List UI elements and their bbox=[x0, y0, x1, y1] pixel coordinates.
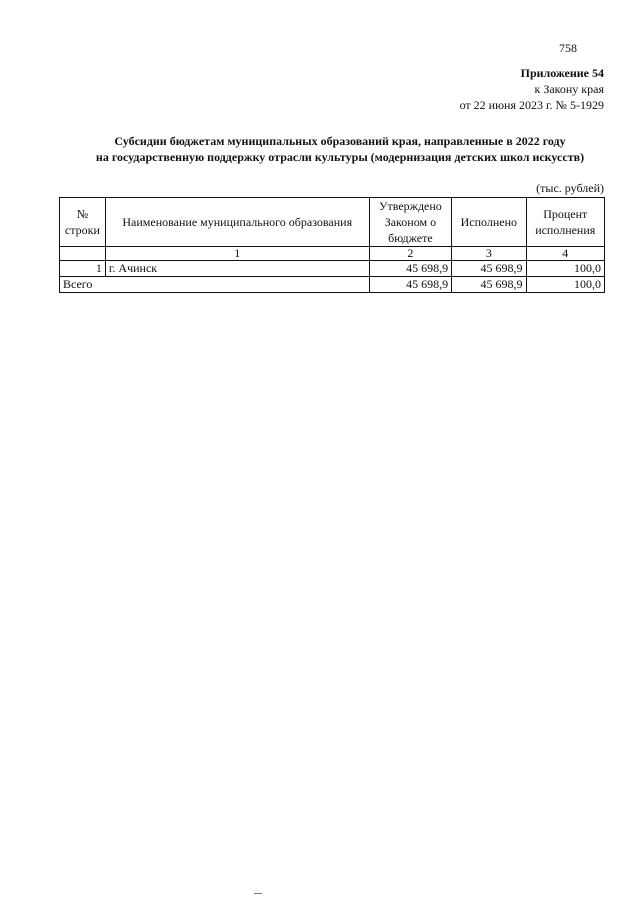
index-cell bbox=[60, 247, 106, 261]
total-label: Всего bbox=[60, 277, 370, 293]
document-title-line-1: Субсидии бюджетам муниципальных образований края, направленные в 2022 году bbox=[114, 134, 566, 148]
appendix-title: Приложение 54 bbox=[520, 66, 604, 80]
appendix-block bbox=[460, 65, 604, 113]
subsidies-table bbox=[59, 197, 605, 293]
page-number: 758 bbox=[559, 41, 577, 55]
footer-mark bbox=[254, 893, 262, 894]
document-title bbox=[40, 133, 640, 165]
percent-value: 100,0 bbox=[526, 261, 604, 277]
header-executed: Исполнено bbox=[452, 198, 526, 247]
header-municipality-name: Наименование муниципального образования bbox=[105, 198, 369, 247]
appendix-law-date: от 22 июня 2023 г. № 5-1929 bbox=[459, 98, 604, 112]
approved-value: 45 698,9 bbox=[369, 261, 452, 277]
index-cell: 1 bbox=[105, 247, 369, 261]
executed-value: 45 698,9 bbox=[452, 261, 526, 277]
index-cell: 3 bbox=[452, 247, 526, 261]
municipality-name: г. Ачинск bbox=[105, 261, 369, 277]
appendix-law-ref: к Закону края bbox=[534, 82, 604, 96]
header-percent: Процент исполнения bbox=[526, 198, 604, 247]
table-index-row bbox=[60, 247, 605, 261]
units-label: (тыс. рублей) bbox=[536, 181, 604, 195]
index-cell: 2 bbox=[369, 247, 452, 261]
document-title-line-2: на государственную поддержку отрасли культуры (модернизация детских школ искусств) bbox=[95, 150, 585, 164]
index-cell: 4 bbox=[526, 247, 604, 261]
row-number: 1 bbox=[60, 261, 106, 277]
table-header-row bbox=[60, 198, 605, 247]
table-row bbox=[60, 261, 605, 277]
total-percent-value: 100,0 bbox=[526, 277, 604, 293]
total-executed-value: 45 698,9 bbox=[452, 277, 526, 293]
header-row-number: № строки bbox=[60, 198, 106, 247]
header-approved: Утверждено Законом о бюджете bbox=[369, 198, 452, 247]
total-approved-value: 45 698,9 bbox=[369, 277, 452, 293]
table-total-row bbox=[60, 277, 605, 293]
